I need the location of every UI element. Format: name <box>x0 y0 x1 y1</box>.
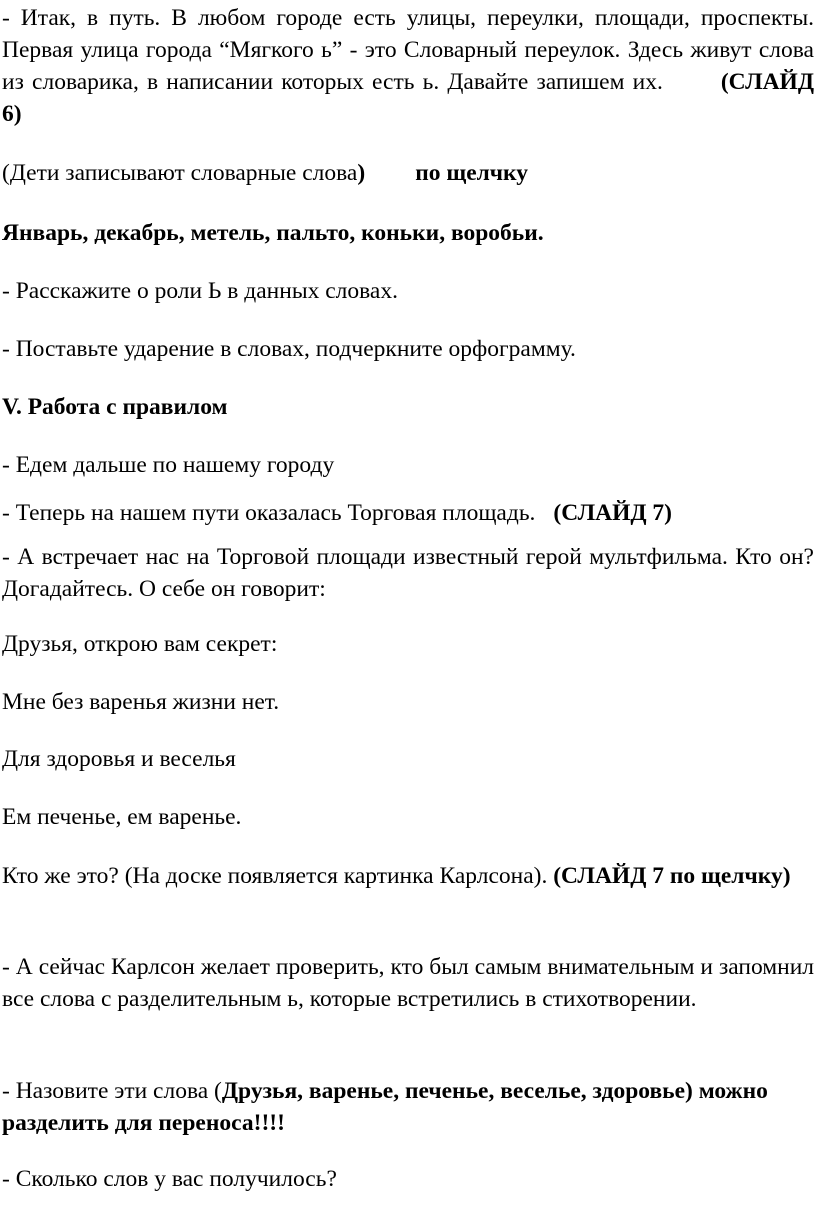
section-heading-rule: V. Работа с правилом <box>2 394 228 420</box>
paragraph-stress-task: - Поставьте ударение в словах, подчеркните орфограмму. <box>2 336 576 362</box>
who-is-it-text: Кто же это? (На доске появляется картинка Карлсона). <box>2 863 548 889</box>
paragraph-go-further: - Едем дальше по нашему городу <box>2 452 335 478</box>
paragraph-carlson-check: - А сейчас Карлсон желает проверить, кто был самым внимательным и запомнил все слова с разделительным ь, которые встретились в стихотворении. <box>2 954 814 1012</box>
children-write-text: (Дети записывают словарные слова <box>2 160 358 186</box>
paragraph-cartoon-hero: - А встречает нас на Торговой площади известный герой мультфильма. Кто он? Догадайтесь. О себе он говорит: <box>2 544 814 602</box>
poem-line-2: Мне без варенья жизни нет. <box>2 689 280 715</box>
paragraph-children-write <box>2 157 814 189</box>
paragraph-how-many-words: - Сколько слов у вас получилось? <box>2 1166 337 1192</box>
children-write-paren: ) <box>357 160 366 186</box>
name-words-list: Друзья, варенье, печенье, веселье, здоровье) можно разделить для переноса!!!! <box>2 1078 768 1136</box>
paragraph-soft-sign-role: - Расскажите о роли Ь в данных словах. <box>2 278 398 304</box>
name-words-text: - Назовите эти слова ( <box>2 1078 222 1104</box>
paragraph-who-is-it <box>2 860 814 892</box>
on-click-label: по щелчку <box>415 160 529 186</box>
paragraph-name-words <box>2 1075 814 1139</box>
dictionary-words: Январь, декабрь, метель, пальто, коньки, воробьи. <box>2 220 544 246</box>
poem-line-3: Для здоровья и веселья <box>2 746 236 772</box>
paragraph-trade-square <box>2 497 814 529</box>
slide-7-click-label: (СЛАЙД 7 по щелчку) <box>553 863 791 889</box>
trade-square-text: - Теперь на нашем пути оказалась Торговая площадь. <box>2 500 536 526</box>
poem-line-4: Ем печенье, ем варенье. <box>2 804 242 830</box>
paragraph-intro <box>2 2 814 130</box>
paragraph-intro-text: - Итак, в путь. В любом городе есть улицы, переулки, площади, проспекты. Первая улица города “Мягкого ь” - это Словарный переулок. Здесь живут слова из словарика, в написании которых есть ь. Давайте запишем их. <box>2 5 814 95</box>
poem-line-1: Друзья, открою вам секрет: <box>2 631 278 657</box>
slide-6-label: (СЛАЙД 6) <box>2 69 814 127</box>
slide-7-label: (СЛАЙД 7) <box>553 500 673 526</box>
